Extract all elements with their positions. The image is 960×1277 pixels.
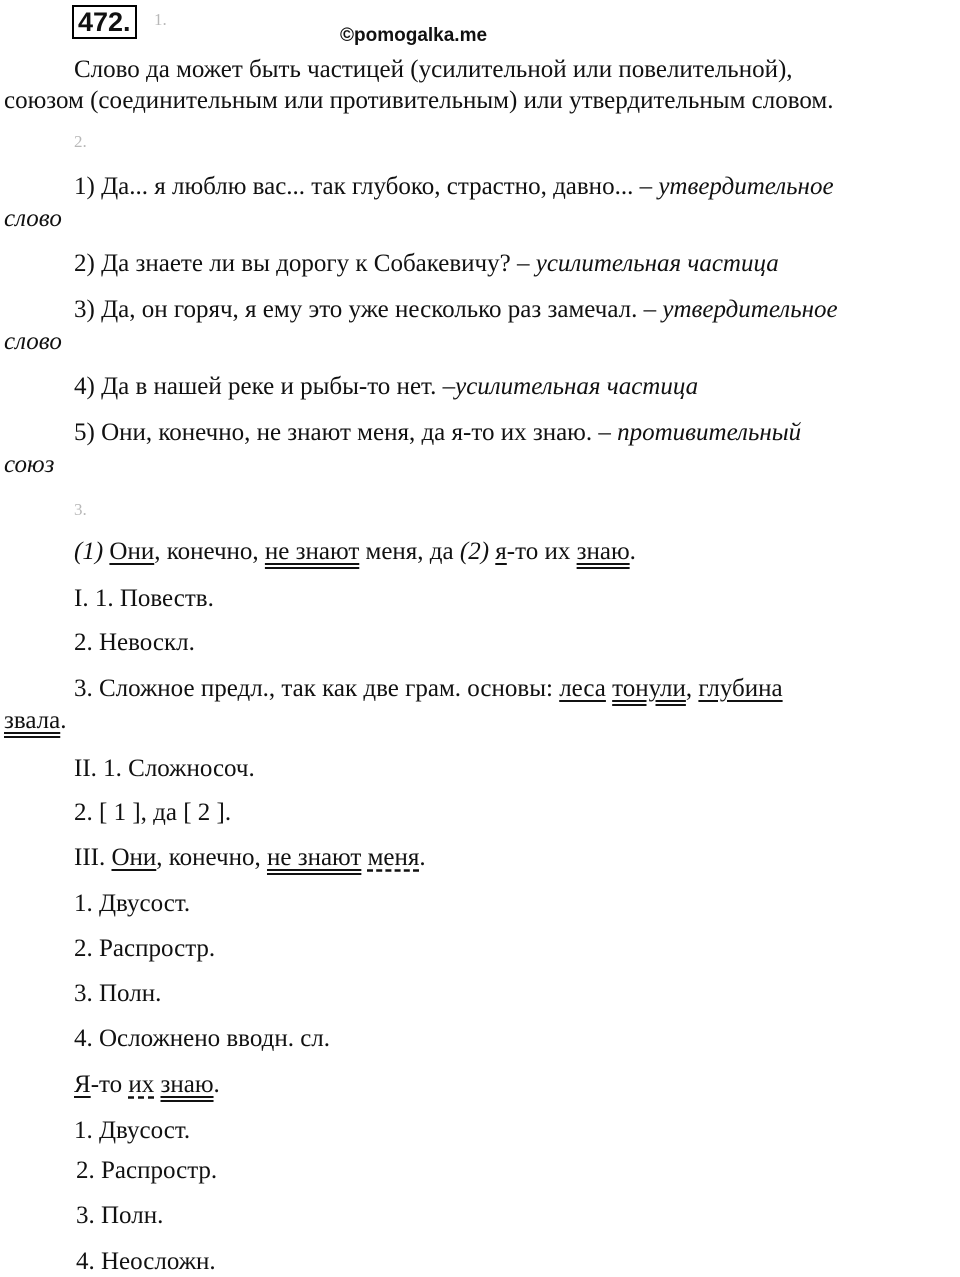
section-label-3: 3. — [74, 500, 87, 519]
section-label-2: 2. — [74, 132, 87, 151]
analysis-clause-2: Я-то их знаю. — [74, 1071, 220, 1098]
analysis-clause-1: III. Они, конечно, не знают меня. — [74, 844, 426, 871]
analysis-row: 4. Осложнено вводн. сл. — [74, 1025, 331, 1052]
analysis-row: II. 1. Сложносоч. — [74, 755, 255, 782]
analysis-row: 1. Двусост. — [74, 890, 191, 917]
analysis-row-bases: 3. Сложное предл., так как две грам. основы: леса тонули, глубина — [74, 675, 783, 702]
part2-item5-cont: союз — [4, 451, 55, 478]
analysis-sentence: (1) Они, конечно, не знают меня, да (2) я-то их знаю. — [74, 538, 636, 565]
analysis-row: 1. Двусост. — [74, 1117, 191, 1144]
analysis-row: 2. Распростр. — [74, 935, 216, 962]
watermark: ©pomogalka.me — [340, 25, 488, 46]
part2-item5: 5) Они, конечно, не знают меня, да я-то их знаю. – противительный — [74, 419, 802, 446]
section-label-1: 1. — [154, 10, 167, 29]
part1-line1: Слово да может быть частицей (усилительной или повелительной), — [74, 56, 793, 83]
analysis-row: I. 1. Повеств. — [74, 585, 214, 612]
part2-item4: 4) Да в нашей реке и рыбы-то нет. –усилительная частица — [74, 373, 699, 400]
part2-item3: 3) Да, он горяч, я ему это уже несколько раз замечал. – утвердительное — [74, 296, 838, 323]
part1-line2: союзом (соединительным или противительным) или утвердительным словом. — [4, 87, 834, 114]
exercise-number: 472. — [72, 5, 137, 39]
analysis-row: 3. Полн. — [76, 1202, 164, 1229]
analysis-row: 2. [ 1 ], да [ 2 ]. — [74, 799, 232, 826]
analysis-row-bases-cont: звала. — [4, 707, 67, 734]
part2-item3-cont: слово — [4, 328, 62, 355]
analysis-row: 2. Распростр. — [76, 1157, 218, 1184]
part2-item1: 1) Да... я люблю вас... так глубоко, страстно, давно... – утвердительное — [74, 173, 834, 200]
analysis-row: 2. Невоскл. — [74, 629, 195, 656]
analysis-row: 4. Неосложн. — [76, 1248, 216, 1275]
part2-item1-cont: слово — [4, 205, 62, 232]
part2-item2: 2) Да знаете ли вы дорогу к Собакевичу? – усилительная частица — [74, 250, 779, 277]
analysis-row: 3. Полн. — [74, 980, 162, 1007]
